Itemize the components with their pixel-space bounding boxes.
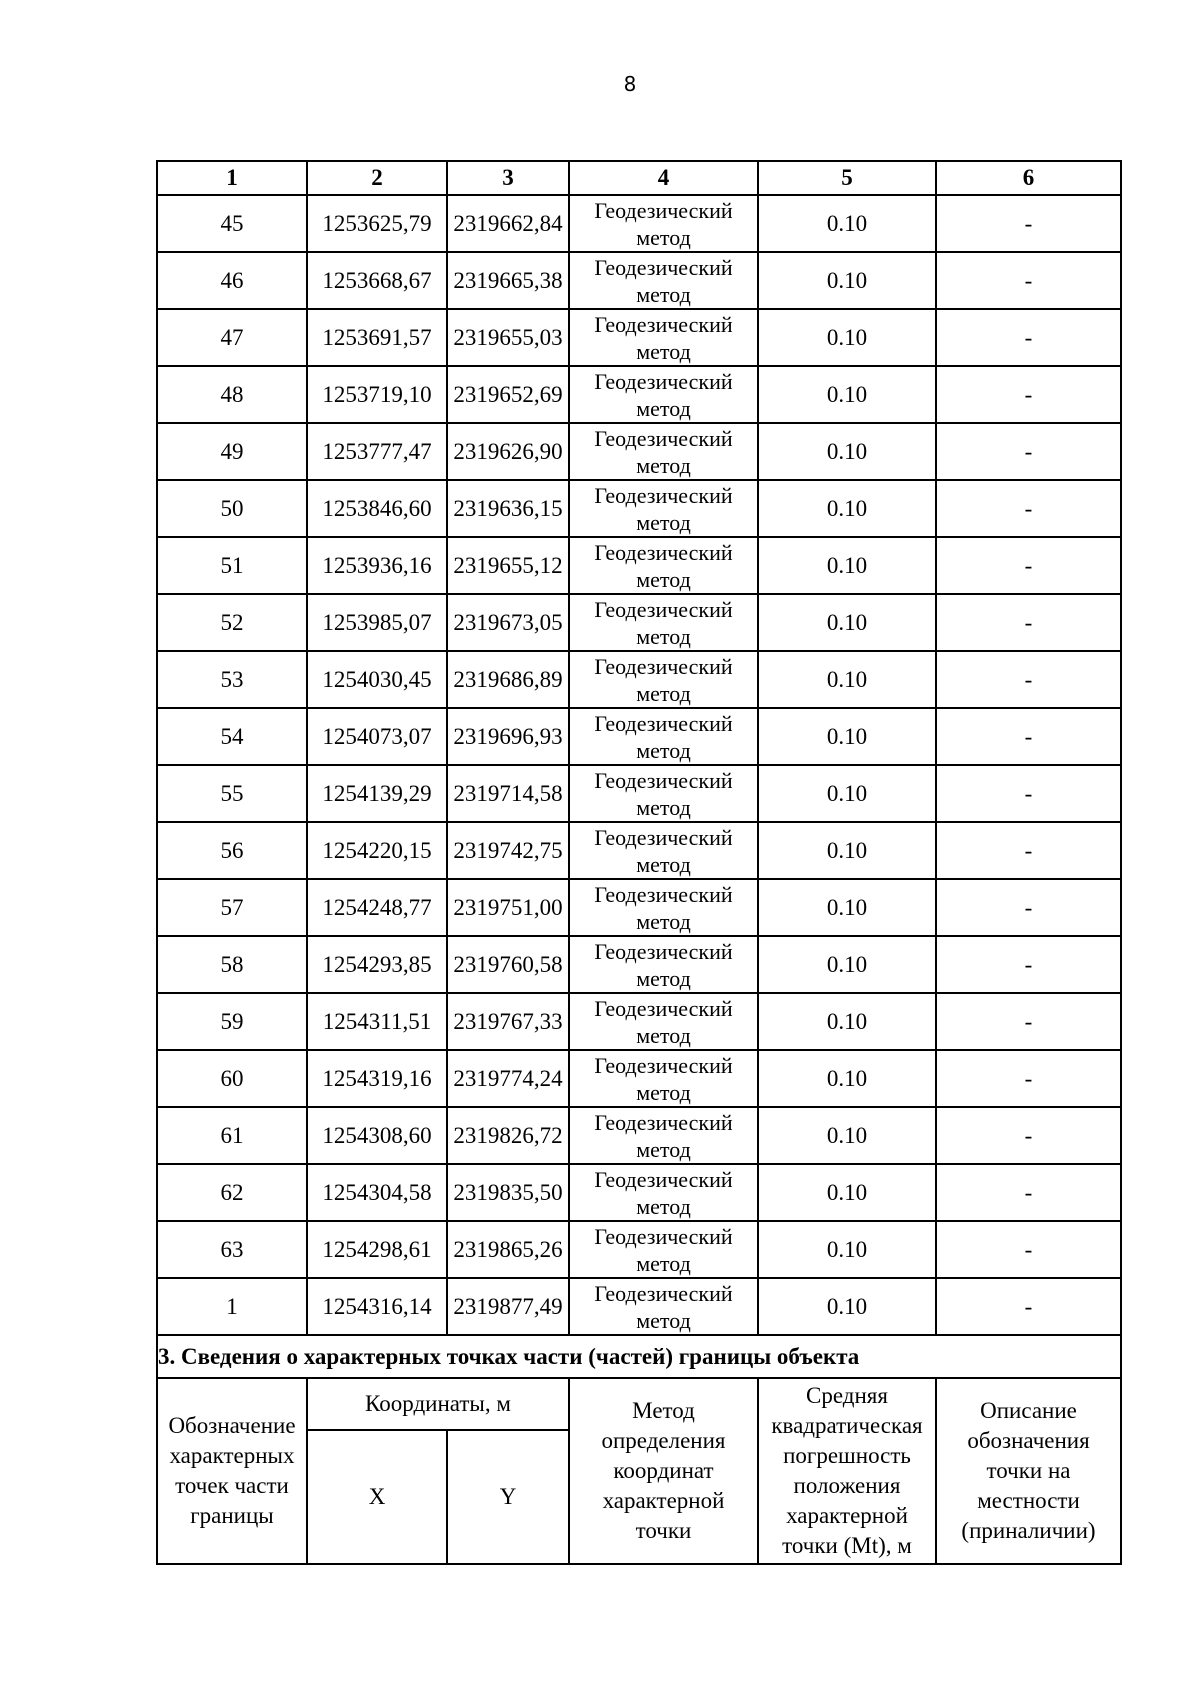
method-line: Геодезический bbox=[594, 938, 733, 964]
section-3-header-row bbox=[157, 1378, 1121, 1430]
header-description bbox=[936, 1378, 1121, 1564]
y-coordinate-cell: 2319865,26 bbox=[447, 1221, 569, 1278]
x-coordinate-cell: 1254073,07 bbox=[307, 708, 447, 765]
method-line: Геодезический bbox=[594, 425, 733, 451]
point-cell: 61 bbox=[157, 1107, 307, 1164]
method-line: Геодезический bbox=[594, 710, 733, 736]
method-line: Геодезический bbox=[594, 311, 733, 337]
point-cell: 48 bbox=[157, 366, 307, 423]
method-line: метод bbox=[636, 1136, 691, 1162]
x-coordinate-cell: 1254316,14 bbox=[307, 1278, 447, 1335]
header-accuracy bbox=[758, 1378, 936, 1564]
table-row bbox=[157, 309, 1121, 366]
x-coordinate-cell: 1253846,60 bbox=[307, 480, 447, 537]
method-line: метод bbox=[636, 851, 691, 877]
x-coordinate-cell: 1254139,29 bbox=[307, 765, 447, 822]
table-row bbox=[157, 651, 1121, 708]
method-line: метод bbox=[636, 680, 691, 706]
x-coordinate-cell: 1253777,47 bbox=[307, 423, 447, 480]
x-coordinate-cell: 1254030,45 bbox=[307, 651, 447, 708]
method-cell bbox=[569, 651, 758, 708]
characteristic-points-table bbox=[156, 160, 1122, 1565]
point-cell: 52 bbox=[157, 594, 307, 651]
y-coordinate-cell: 2319652,69 bbox=[447, 366, 569, 423]
column-number: 5 bbox=[758, 161, 936, 195]
method-line: метод bbox=[636, 395, 691, 421]
description-cell: - bbox=[936, 1278, 1121, 1335]
method-cell bbox=[569, 480, 758, 537]
method-cell bbox=[569, 423, 758, 480]
table-row bbox=[157, 480, 1121, 537]
method-line: Геодезический bbox=[594, 1166, 733, 1192]
method-cell bbox=[569, 594, 758, 651]
accuracy-cell: 0.10 bbox=[758, 480, 936, 537]
header-coordinates: Координаты, м bbox=[307, 1378, 569, 1430]
x-coordinate-cell: 1254311,51 bbox=[307, 993, 447, 1050]
y-coordinate-cell: 2319636,15 bbox=[447, 480, 569, 537]
description-cell: - bbox=[936, 993, 1121, 1050]
accuracy-cell: 0.10 bbox=[758, 936, 936, 993]
accuracy-cell: 0.10 bbox=[758, 1278, 936, 1335]
header-line: (приналичии) bbox=[961, 1518, 1096, 1543]
column-number: 6 bbox=[936, 161, 1121, 195]
y-coordinate-cell: 2319751,00 bbox=[447, 879, 569, 936]
method-line: метод bbox=[636, 566, 691, 592]
method-cell bbox=[569, 708, 758, 765]
accuracy-cell: 0.10 bbox=[758, 195, 936, 252]
x-coordinate-cell: 1254304,58 bbox=[307, 1164, 447, 1221]
point-cell: 51 bbox=[157, 537, 307, 594]
method-cell bbox=[569, 1164, 758, 1221]
accuracy-cell: 0.10 bbox=[758, 423, 936, 480]
x-coordinate-cell: 1254293,85 bbox=[307, 936, 447, 993]
y-coordinate-cell: 2319760,58 bbox=[447, 936, 569, 993]
method-line: метод bbox=[636, 908, 691, 934]
y-coordinate-cell: 2319835,50 bbox=[447, 1164, 569, 1221]
accuracy-cell: 0.10 bbox=[758, 1107, 936, 1164]
method-line: Геодезический bbox=[594, 653, 733, 679]
table-row bbox=[157, 765, 1121, 822]
point-cell: 56 bbox=[157, 822, 307, 879]
table-row bbox=[157, 993, 1121, 1050]
y-coordinate-cell: 2319686,89 bbox=[447, 651, 569, 708]
method-cell bbox=[569, 1050, 758, 1107]
method-line: метод bbox=[636, 794, 691, 820]
method-line: метод bbox=[636, 623, 691, 649]
description-cell: - bbox=[936, 423, 1121, 480]
table-row bbox=[157, 366, 1121, 423]
method-line: метод bbox=[636, 1307, 691, 1333]
method-cell bbox=[569, 1107, 758, 1164]
header-line: характерной bbox=[786, 1503, 908, 1528]
method-line: метод bbox=[636, 1250, 691, 1276]
method-line: метод bbox=[636, 452, 691, 478]
description-cell: - bbox=[936, 936, 1121, 993]
header-line: точки (Mt), м bbox=[782, 1533, 912, 1558]
description-cell: - bbox=[936, 765, 1121, 822]
description-cell: - bbox=[936, 309, 1121, 366]
method-line: Геодезический bbox=[594, 1223, 733, 1249]
method-cell bbox=[569, 252, 758, 309]
accuracy-cell: 0.10 bbox=[758, 594, 936, 651]
table-row bbox=[157, 195, 1121, 252]
header-line: Обозначение bbox=[168, 1413, 296, 1438]
table-row bbox=[157, 936, 1121, 993]
accuracy-cell: 0.10 bbox=[758, 537, 936, 594]
point-cell: 45 bbox=[157, 195, 307, 252]
method-line: Геодезический bbox=[594, 881, 733, 907]
x-coordinate-cell: 1254319,16 bbox=[307, 1050, 447, 1107]
x-coordinate-cell: 1253936,16 bbox=[307, 537, 447, 594]
x-coordinate-cell: 1254248,77 bbox=[307, 879, 447, 936]
method-line: Геодезический bbox=[594, 824, 733, 850]
table-row bbox=[157, 822, 1121, 879]
table-row bbox=[157, 1107, 1121, 1164]
table-row bbox=[157, 1164, 1121, 1221]
table-row bbox=[157, 1221, 1121, 1278]
header-x: X bbox=[307, 1430, 447, 1564]
header-line: обозначения bbox=[967, 1428, 1090, 1453]
description-cell: - bbox=[936, 195, 1121, 252]
header-method bbox=[569, 1378, 758, 1564]
method-line: метод bbox=[636, 338, 691, 364]
point-cell: 47 bbox=[157, 309, 307, 366]
method-line: Геодезический bbox=[594, 767, 733, 793]
column-number: 2 bbox=[307, 161, 447, 195]
y-coordinate-cell: 2319673,05 bbox=[447, 594, 569, 651]
method-line: Геодезический bbox=[594, 368, 733, 394]
description-cell: - bbox=[936, 594, 1121, 651]
description-cell: - bbox=[936, 1107, 1121, 1164]
header-line: характерных bbox=[169, 1443, 295, 1468]
method-cell bbox=[569, 1278, 758, 1335]
method-cell bbox=[569, 309, 758, 366]
accuracy-cell: 0.10 bbox=[758, 765, 936, 822]
description-cell: - bbox=[936, 252, 1121, 309]
header-y: Y bbox=[447, 1430, 569, 1564]
accuracy-cell: 0.10 bbox=[758, 708, 936, 765]
accuracy-cell: 0.10 bbox=[758, 993, 936, 1050]
x-coordinate-cell: 1253985,07 bbox=[307, 594, 447, 651]
y-coordinate-cell: 2319626,90 bbox=[447, 423, 569, 480]
method-line: метод bbox=[636, 1079, 691, 1105]
header-line: точек части bbox=[175, 1473, 289, 1498]
point-cell: 62 bbox=[157, 1164, 307, 1221]
description-cell: - bbox=[936, 1050, 1121, 1107]
point-cell: 1 bbox=[157, 1278, 307, 1335]
table-row bbox=[157, 252, 1121, 309]
table-row bbox=[157, 1278, 1121, 1335]
method-line: Геодезический bbox=[594, 995, 733, 1021]
method-cell bbox=[569, 879, 758, 936]
point-cell: 59 bbox=[157, 993, 307, 1050]
y-coordinate-cell: 2319665,38 bbox=[447, 252, 569, 309]
header-line: погрешность bbox=[783, 1443, 911, 1468]
description-cell: - bbox=[936, 708, 1121, 765]
header-line: координат bbox=[613, 1458, 714, 1483]
description-cell: - bbox=[936, 651, 1121, 708]
method-line: метод bbox=[636, 1022, 691, 1048]
accuracy-cell: 0.10 bbox=[758, 879, 936, 936]
accuracy-cell: 0.10 bbox=[758, 366, 936, 423]
x-coordinate-cell: 1254308,60 bbox=[307, 1107, 447, 1164]
description-cell: - bbox=[936, 822, 1121, 879]
accuracy-cell: 0.10 bbox=[758, 1221, 936, 1278]
method-cell bbox=[569, 822, 758, 879]
description-cell: - bbox=[936, 1164, 1121, 1221]
point-cell: 53 bbox=[157, 651, 307, 708]
table-row bbox=[157, 423, 1121, 480]
point-cell: 50 bbox=[157, 480, 307, 537]
y-coordinate-cell: 2319696,93 bbox=[447, 708, 569, 765]
x-coordinate-cell: 1253668,67 bbox=[307, 252, 447, 309]
method-line: метод bbox=[636, 281, 691, 307]
method-line: Геодезический bbox=[594, 1109, 733, 1135]
y-coordinate-cell: 2319655,03 bbox=[447, 309, 569, 366]
y-coordinate-cell: 2319877,49 bbox=[447, 1278, 569, 1335]
method-line: Геодезический bbox=[594, 482, 733, 508]
column-number: 3 bbox=[447, 161, 569, 195]
accuracy-cell: 0.10 bbox=[758, 822, 936, 879]
header-line: точки на bbox=[986, 1458, 1071, 1483]
method-cell bbox=[569, 993, 758, 1050]
y-coordinate-cell: 2319714,58 bbox=[447, 765, 569, 822]
accuracy-cell: 0.10 bbox=[758, 1050, 936, 1107]
description-cell: - bbox=[936, 366, 1121, 423]
method-cell bbox=[569, 195, 758, 252]
point-cell: 57 bbox=[157, 879, 307, 936]
method-cell bbox=[569, 366, 758, 423]
header-line: положения bbox=[793, 1473, 901, 1498]
column-number: 1 bbox=[157, 161, 307, 195]
y-coordinate-cell: 2319655,12 bbox=[447, 537, 569, 594]
y-coordinate-cell: 2319767,33 bbox=[447, 993, 569, 1050]
header-line: точки bbox=[635, 1518, 692, 1543]
page-number: 8 bbox=[623, 72, 637, 96]
point-cell: 54 bbox=[157, 708, 307, 765]
x-coordinate-cell: 1253691,57 bbox=[307, 309, 447, 366]
y-coordinate-cell: 2319662,84 bbox=[447, 195, 569, 252]
x-coordinate-cell: 1253625,79 bbox=[307, 195, 447, 252]
method-cell bbox=[569, 765, 758, 822]
y-coordinate-cell: 2319826,72 bbox=[447, 1107, 569, 1164]
header-line: Средняя bbox=[806, 1383, 888, 1408]
header-line: определения bbox=[601, 1428, 726, 1453]
header-point-designation bbox=[157, 1378, 307, 1564]
method-line: метод bbox=[636, 737, 691, 763]
method-cell bbox=[569, 936, 758, 993]
method-line: метод bbox=[636, 965, 691, 991]
section-3-title-row bbox=[157, 1335, 1121, 1378]
point-cell: 60 bbox=[157, 1050, 307, 1107]
x-coordinate-cell: 1253719,10 bbox=[307, 366, 447, 423]
method-line: Геодезический bbox=[594, 596, 733, 622]
method-line: Геодезический bbox=[594, 254, 733, 280]
header-line: границы bbox=[190, 1503, 274, 1528]
table-row bbox=[157, 594, 1121, 651]
table-row bbox=[157, 879, 1121, 936]
point-cell: 46 bbox=[157, 252, 307, 309]
point-cell: 55 bbox=[157, 765, 307, 822]
header-line: Метод bbox=[632, 1398, 695, 1423]
accuracy-cell: 0.10 bbox=[758, 1164, 936, 1221]
header-line: характерной bbox=[602, 1488, 725, 1513]
header-line: местности bbox=[977, 1488, 1080, 1513]
header-line: квадратическая bbox=[771, 1413, 923, 1438]
method-cell bbox=[569, 537, 758, 594]
column-number: 4 bbox=[569, 161, 758, 195]
description-cell: - bbox=[936, 879, 1121, 936]
header-line: Описание bbox=[980, 1398, 1077, 1423]
method-line: Геодезический bbox=[594, 1280, 733, 1306]
method-line: Геодезический bbox=[594, 1052, 733, 1078]
column-number-row bbox=[157, 161, 1121, 195]
x-coordinate-cell: 1254220,15 bbox=[307, 822, 447, 879]
point-cell: 58 bbox=[157, 936, 307, 993]
table-row bbox=[157, 537, 1121, 594]
method-line: Геодезический bbox=[594, 197, 733, 223]
section-3-title: 3. Сведения о характерных точках части (частей) границы объекта bbox=[157, 1335, 1121, 1378]
x-coordinate-cell: 1254298,61 bbox=[307, 1221, 447, 1278]
accuracy-cell: 0.10 bbox=[758, 252, 936, 309]
accuracy-cell: 0.10 bbox=[758, 651, 936, 708]
table-row bbox=[157, 708, 1121, 765]
method-line: метод bbox=[636, 509, 691, 535]
point-cell: 49 bbox=[157, 423, 307, 480]
description-cell: - bbox=[936, 480, 1121, 537]
accuracy-cell: 0.10 bbox=[758, 309, 936, 366]
y-coordinate-cell: 2319742,75 bbox=[447, 822, 569, 879]
method-line: метод bbox=[636, 1193, 691, 1219]
y-coordinate-cell: 2319774,24 bbox=[447, 1050, 569, 1107]
method-line: Геодезический bbox=[594, 539, 733, 565]
description-cell: - bbox=[936, 1221, 1121, 1278]
point-cell: 63 bbox=[157, 1221, 307, 1278]
method-cell bbox=[569, 1221, 758, 1278]
method-line: метод bbox=[636, 224, 691, 250]
description-cell: - bbox=[936, 537, 1121, 594]
table-row bbox=[157, 1050, 1121, 1107]
